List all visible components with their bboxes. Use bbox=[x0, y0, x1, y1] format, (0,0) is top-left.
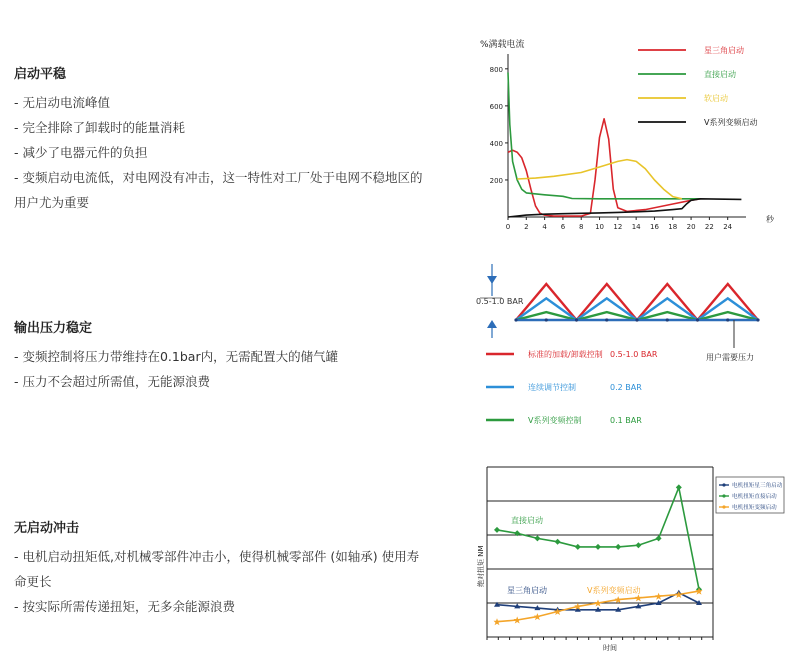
bullet: - 完全排除了卸载时的能量消耗 bbox=[14, 120, 185, 135]
data-point bbox=[534, 613, 541, 620]
legend-label: 连续调节控制 bbox=[528, 383, 576, 392]
x-tick-label: 20 bbox=[686, 223, 696, 231]
bullet: 用户尤为重要 bbox=[14, 195, 90, 210]
bullet: - 电机启动扭矩低,对机械零部件冲击小，使得机械零部件 (如轴承) 使用寿 bbox=[14, 549, 420, 564]
data-point bbox=[494, 527, 500, 533]
y-axis-label: 绝对扭矩 NM bbox=[477, 545, 485, 587]
torque-chart bbox=[475, 465, 785, 660]
base-marker bbox=[575, 318, 578, 321]
data-point bbox=[655, 593, 662, 600]
bullet: - 减少了电器元件的负担 bbox=[14, 145, 148, 160]
section-title: 无启动冲击 bbox=[14, 521, 80, 536]
data-point bbox=[635, 542, 641, 548]
x-tick-label: 14 bbox=[631, 223, 641, 231]
legend-label: 直接启动 bbox=[704, 70, 736, 79]
x-tick-label: 2 bbox=[524, 223, 529, 231]
y-axis-label: %满载电流 bbox=[480, 40, 525, 50]
y-tick-label: 800 bbox=[489, 65, 503, 74]
x-axis-label: 时间 bbox=[603, 644, 617, 652]
bullet: - 按实际所需传递扭矩，无多余能源浪费 bbox=[14, 599, 235, 614]
series-line bbox=[508, 199, 741, 217]
series-annotation: 星三角启动 bbox=[507, 586, 547, 595]
y-tick-label: 200 bbox=[489, 176, 503, 185]
section-title: 启动平稳 bbox=[14, 67, 67, 82]
data-point bbox=[514, 617, 521, 624]
x-tick-label: 6 bbox=[560, 223, 566, 231]
x-tick-label: 4 bbox=[542, 223, 547, 231]
data-point bbox=[615, 544, 621, 550]
series-annotation: 直接启动 bbox=[511, 516, 543, 525]
data-point bbox=[635, 594, 642, 601]
data-point bbox=[575, 544, 581, 550]
legend-label: 电机扭矩变频启动 bbox=[732, 505, 777, 511]
legend-value: 0.1 BAR bbox=[610, 416, 642, 425]
section-soft-start bbox=[14, 63, 484, 215]
data-point bbox=[615, 596, 622, 603]
bullet: - 变频控制将压力带维持在0.1bar内，无需配置大的储气罐 bbox=[14, 349, 339, 364]
section-title: 输出压力稳定 bbox=[14, 321, 93, 336]
bullet: - 无启动电流峰值 bbox=[14, 95, 110, 110]
start-current-chart bbox=[478, 36, 778, 236]
data-point bbox=[595, 544, 601, 550]
base-marker bbox=[545, 318, 548, 321]
data-point bbox=[534, 535, 540, 541]
legend-label: 电机扭矩直接启动 bbox=[732, 494, 777, 500]
y-tick-label: 600 bbox=[489, 102, 503, 111]
data-point bbox=[675, 591, 682, 598]
x-tick-label: 12 bbox=[613, 223, 623, 231]
x-tick-label: 24 bbox=[723, 223, 733, 231]
series-line bbox=[508, 119, 700, 216]
section-no-start-shock bbox=[14, 517, 484, 619]
base-marker bbox=[635, 318, 638, 321]
data-point bbox=[555, 539, 561, 545]
series-line bbox=[497, 487, 699, 589]
base-marker bbox=[514, 318, 517, 321]
series-line bbox=[497, 591, 699, 622]
legend-label: 标准的加载/卸载控制 bbox=[528, 350, 603, 359]
x-tick-label: 16 bbox=[650, 223, 659, 231]
series-annotation: V系列变频启动 bbox=[587, 586, 641, 595]
base-marker bbox=[726, 318, 729, 321]
section-stable-pressure bbox=[14, 317, 484, 394]
band-label: 0.5-1.0 BAR bbox=[476, 297, 524, 306]
base-marker bbox=[666, 318, 669, 321]
legend-label: 星三角启动 bbox=[704, 46, 744, 55]
data-point bbox=[696, 588, 703, 595]
annotation-label: 用户需要压力 bbox=[706, 353, 754, 362]
data-point bbox=[676, 484, 682, 490]
data-point bbox=[656, 535, 662, 541]
bullet: 命更长 bbox=[14, 574, 52, 589]
arrow-up-icon bbox=[487, 320, 497, 328]
y-tick-label: 400 bbox=[489, 139, 503, 148]
legend-label: 软启动 bbox=[704, 94, 728, 103]
x-axis-label: 秒 bbox=[766, 215, 774, 224]
data-point bbox=[494, 618, 501, 625]
series-line bbox=[517, 160, 682, 199]
bullet: - 变频启动电流低，对电网没有冲击，这一特性对工厂处于电网不稳地区的 bbox=[14, 170, 423, 185]
legend-label: V系列变频控制 bbox=[528, 416, 582, 425]
x-tick-label: 18 bbox=[668, 223, 678, 231]
legend-marker bbox=[722, 483, 725, 486]
base-marker bbox=[756, 318, 759, 321]
legend-label: 电机扭矩星三角启动 bbox=[732, 483, 783, 489]
series-line bbox=[508, 73, 700, 199]
legend-marker bbox=[722, 505, 725, 508]
arrow-down-icon bbox=[487, 276, 497, 284]
base-marker bbox=[605, 318, 608, 321]
legend-label: V系列变频启动 bbox=[704, 118, 758, 127]
legend-value: 0.2 BAR bbox=[610, 383, 642, 392]
legend-value: 0.5-1.0 BAR bbox=[610, 350, 658, 359]
pressure-band-chart bbox=[472, 262, 772, 442]
x-tick-label: 8 bbox=[578, 223, 584, 231]
data-point bbox=[595, 600, 602, 607]
wave-line bbox=[516, 298, 758, 320]
x-tick-label: 0 bbox=[505, 223, 511, 231]
bullet: - 压力不会超过所需值，无能源浪费 bbox=[14, 374, 210, 389]
x-tick-label: 10 bbox=[595, 223, 604, 231]
legend-marker bbox=[722, 494, 725, 497]
base-marker bbox=[696, 318, 699, 321]
x-tick-label: 22 bbox=[704, 223, 714, 231]
